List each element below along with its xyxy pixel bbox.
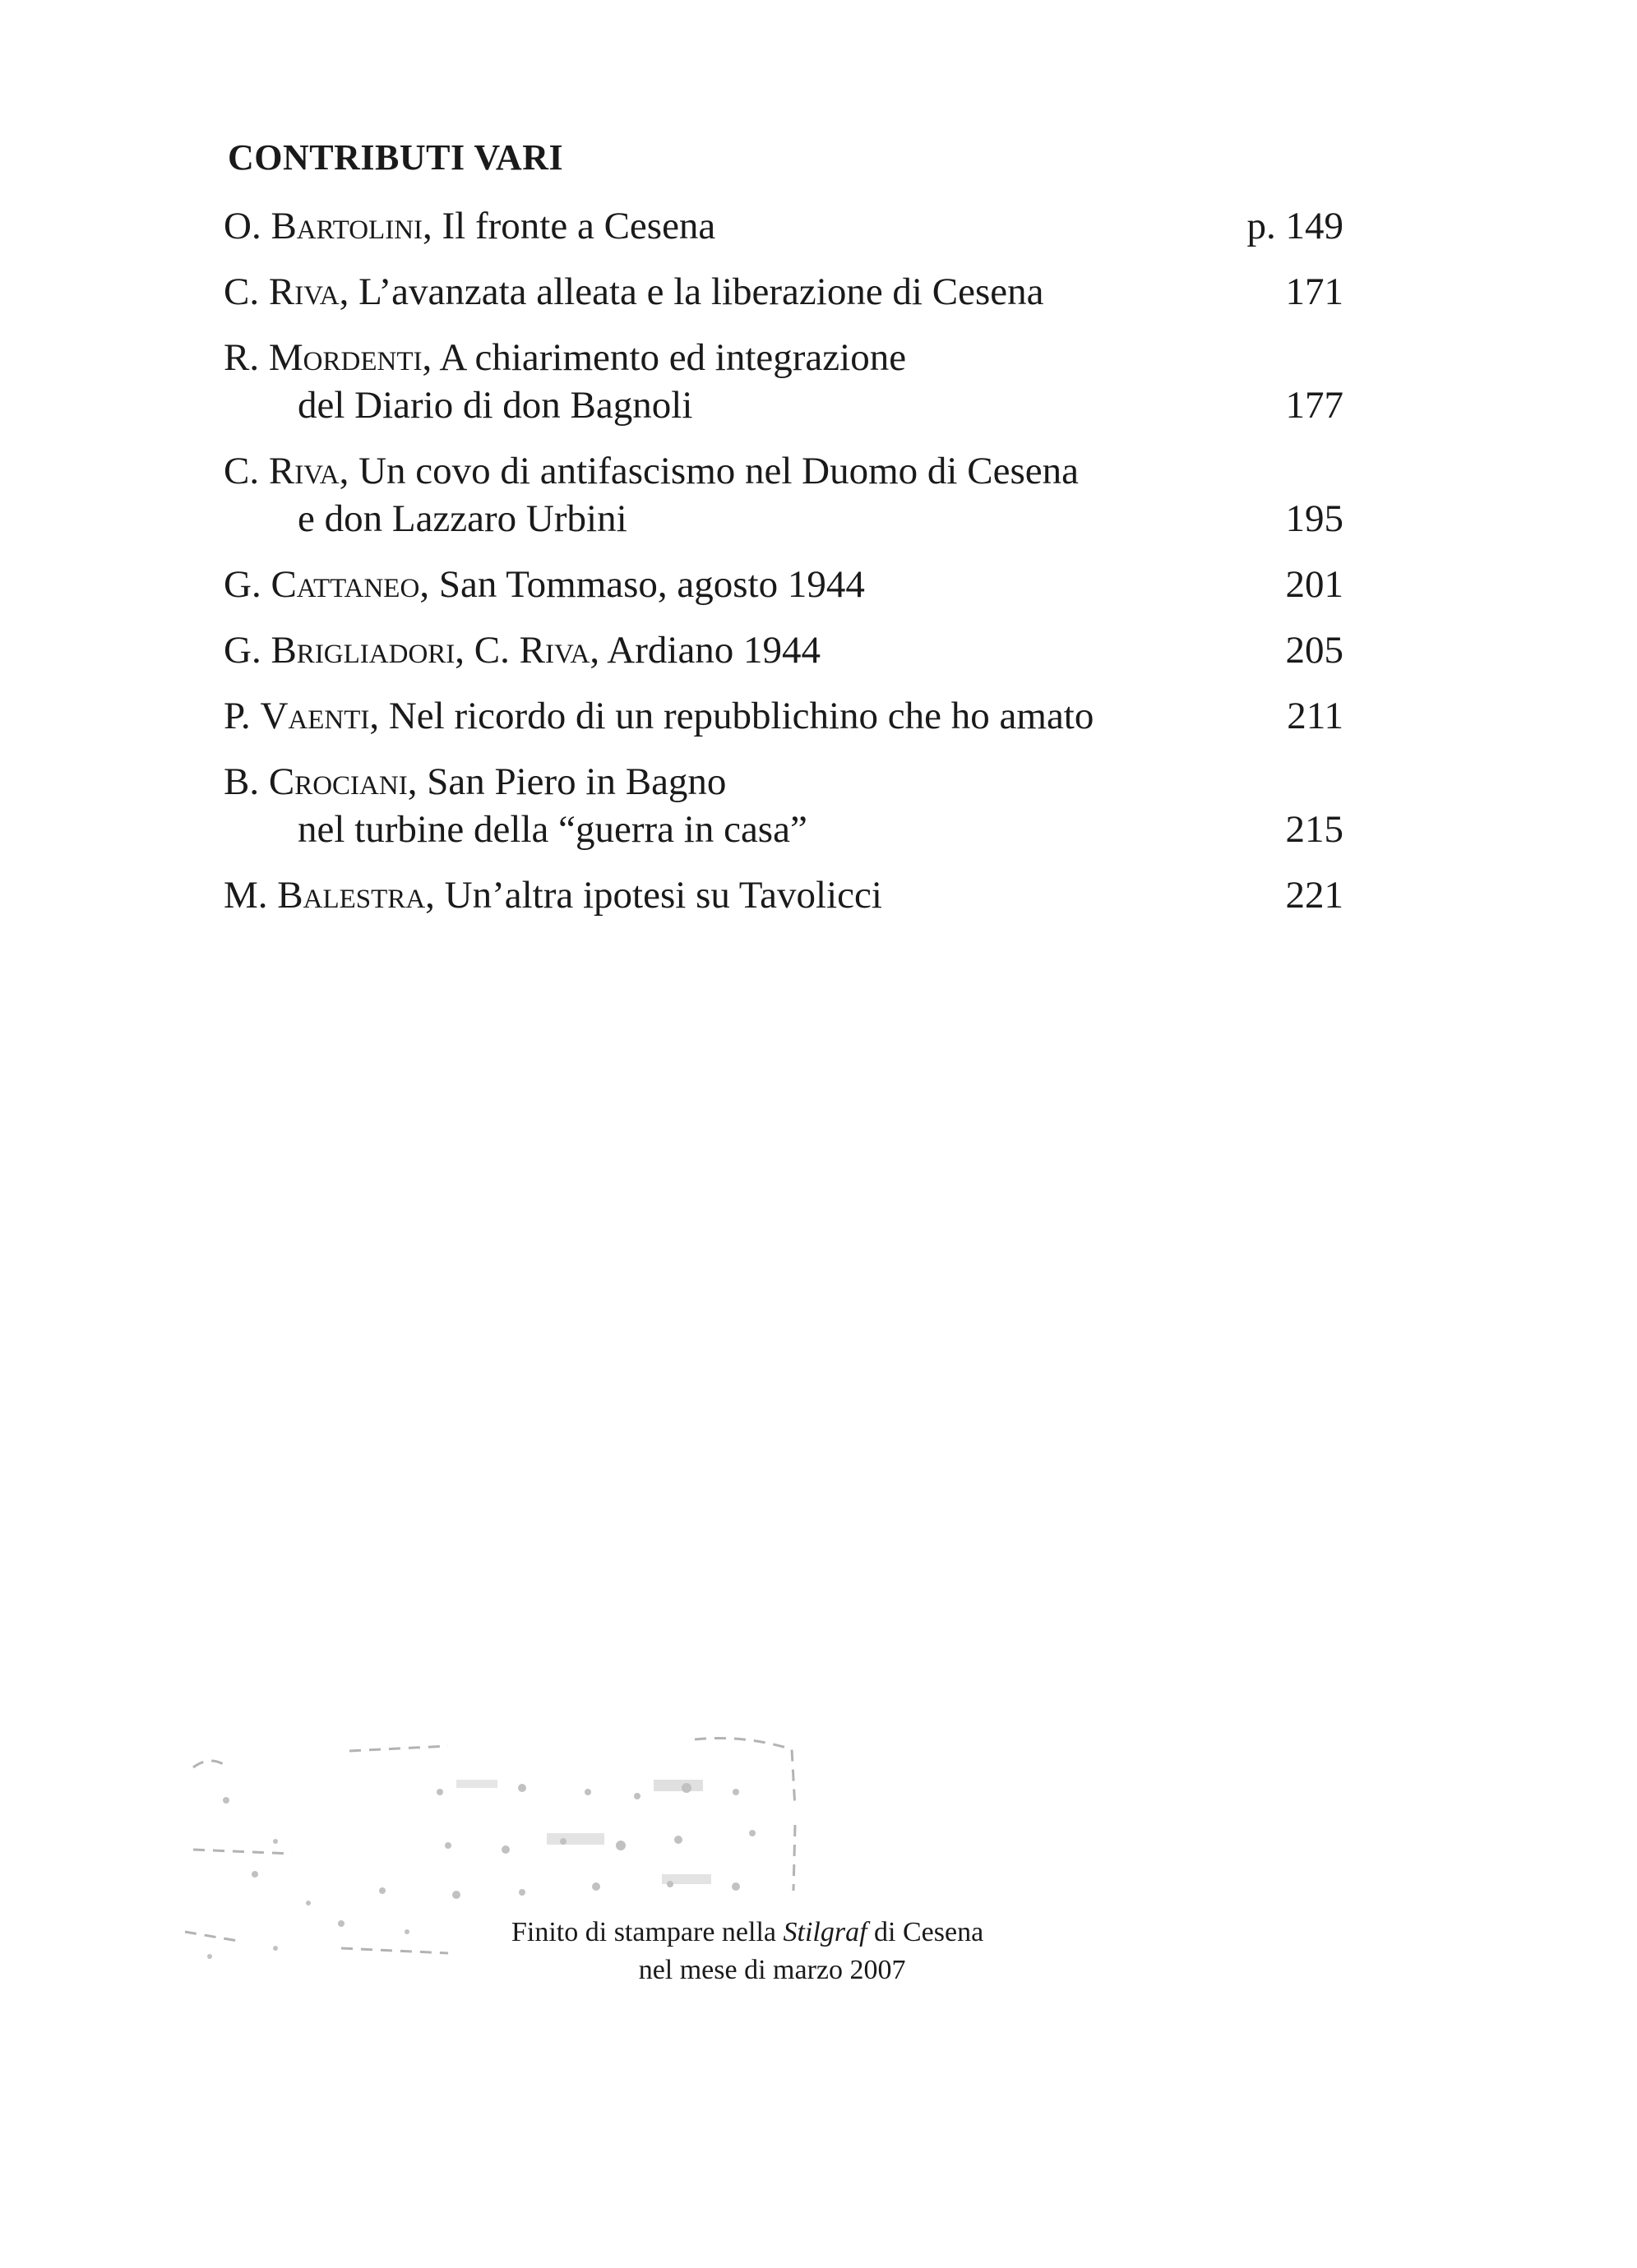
entry-title-continuation: e don Lazzaro Urbini [298, 497, 627, 540]
entry-title: , San Piero in Bagno [407, 760, 727, 803]
entry-title: , A chiarimento ed integrazione [422, 336, 907, 379]
author-name: Crociani [268, 760, 408, 803]
entry-title-continuation: del Diario di don Bagnoli [298, 384, 693, 427]
author-initial: C. [224, 450, 260, 492]
section-heading: CONTRIBUTI VARI [228, 137, 564, 178]
author-name: Balestra [277, 874, 426, 917]
author-initial: R. [224, 336, 260, 379]
page-number: 195 [1285, 497, 1343, 540]
entry-title: , Un’altra ipotesi su Tavolicci [425, 874, 882, 917]
entry-title: , Un covo di antifascismo nel Duomo di Cesena [339, 450, 1079, 492]
author-initial: M. [224, 874, 268, 917]
toc-entry [224, 561, 1343, 608]
author-name: Brigliadori [271, 629, 455, 672]
entry-text [224, 447, 1228, 543]
entry-text [224, 202, 1228, 250]
entry-title: , San Tommaso, agosto 1944 [419, 563, 865, 606]
page-number: 201 [1285, 563, 1343, 606]
printer-name: Stilgraf [783, 1917, 867, 1947]
toc-entry [224, 334, 1343, 429]
colophon-line-2: nel mese di marzo 2007 [638, 1955, 906, 1985]
author-initial: C. [224, 270, 260, 313]
entry-text [224, 692, 1228, 740]
author-initial: G. [224, 629, 261, 672]
table-of-contents [224, 202, 1343, 937]
entry-title: , Nel ricordo di un repubblichino che ho amato [369, 695, 1094, 737]
author-initial: G. [224, 563, 261, 606]
toc-entry [224, 758, 1343, 853]
page-number: p. 149 [1246, 205, 1343, 247]
author-name: Vaenti [260, 695, 370, 737]
toc-entry [224, 626, 1343, 674]
entry-text [224, 758, 1228, 853]
toc-entry [224, 692, 1343, 740]
page-number: 205 [1285, 629, 1343, 672]
entry-title: , Ardiano 1944 [590, 629, 821, 672]
entry-text [224, 871, 1228, 919]
author-name: Riva [519, 629, 590, 672]
author-initial: B. [224, 760, 260, 803]
toc-entry [224, 268, 1343, 316]
author-name: Mordenti [268, 336, 423, 379]
entry-text [224, 334, 1228, 429]
toc-entry [224, 447, 1343, 543]
author-initial: P. [224, 695, 251, 737]
author-name: Riva [268, 450, 340, 492]
colophon [511, 1914, 983, 1989]
author-separator: , C. [455, 629, 520, 672]
page-number: 211 [1287, 695, 1343, 737]
page-number: 215 [1285, 808, 1343, 851]
entry-text [224, 268, 1228, 316]
author-name: Cattaneo [271, 563, 420, 606]
page-number: 171 [1285, 270, 1343, 313]
entry-text [224, 561, 1228, 608]
author-initial: O. [224, 205, 261, 247]
colophon-line-1: Finito di stampare nella Stilgraf di Cesena [511, 1917, 984, 1947]
page-number: 221 [1285, 874, 1343, 917]
toc-entry [224, 202, 1343, 250]
entry-title: , Il fronte a Cesena [423, 205, 716, 247]
author-name: Bartolini [271, 205, 423, 247]
author-name: Riva [268, 270, 340, 313]
toc-entry [224, 871, 1343, 919]
entry-text [224, 626, 1228, 674]
entry-title: , L’avanzata alleata e la liberazione di Cesena [339, 270, 1044, 313]
entry-title-continuation: nel turbine della “guerra in casa” [298, 808, 807, 851]
page-number: 177 [1285, 384, 1343, 427]
